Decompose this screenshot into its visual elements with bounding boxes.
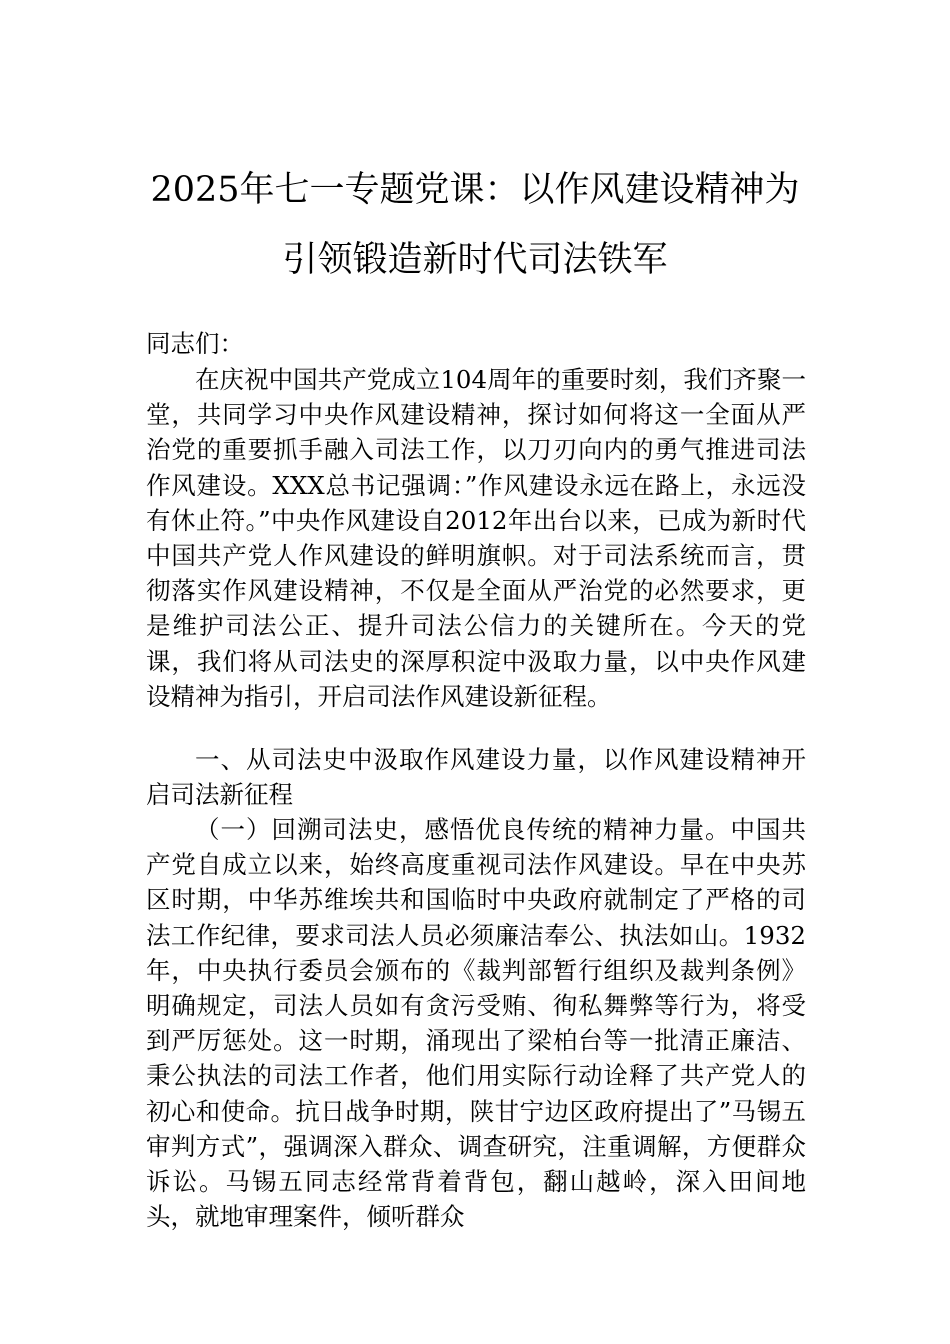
salutation: 同志们：: [146, 329, 244, 358]
document-title-line-1: 2025年七一专题党课：以作风建设精神为: [150, 170, 800, 210]
intro-paragraph: 在庆祝中国共产党成立104周年的重要时刻，我们齐聚一堂，共同学习中央作风建设精神，探讨如何将这一全面从严治党的重要抓手融入司法工作，以刀刃向内的勇气推进司法作风建设。XXX总书记强调：”作风建设永远在路上，永远没有休止符。”中央作风建设自2012年出台以来，已成为新时代中国共产党人作风建设的鲜明旗帜。对于司法系统而言，贯彻落实作风建设精神，不仅是全面从严治党的必然要求，更是维护司法公正、提升司法公信力的关键所在。今天的党课，我们将从司法史的深厚积淀中汲取力量，以中央作风建设精神为指引，开启司法作风建设新征程。: [146, 365, 806, 711]
section-heading: 一、从司法史中汲取作风建设力量，以作风建设精神开启司法新征程: [146, 745, 806, 810]
document-title-line-2: 引领锻造新时代司法铁军: [282, 240, 668, 280]
subsection-paragraph: （一）回溯司法史，感悟优良传统的精神力量。中国共产党自成立以来，始终高度重视司法作风建设。早在中央苏区时期，中华苏维埃共和国临时中央政府就制定了严格的司法工作纪律，要求司法人员必须廉洁奉公、执法如山。1932年，中央执行委员会颁布的《裁判部暂行组织及裁判条例》明确规定，司法人员如有贪污受贿、徇私舞弊等行为，将受到严厉惩处。这一时期，涌现出了梁柏台等一批清正廉洁、秉公执法的司法工作者，他们用实际行动诠释了共产党人的初心和使命。抗日战争时期，陕甘宁边区政府提出了”马锡五审判方式”，强调深入群众、调查研究，注重调解，方便群众诉讼。马锡五同志经常背着背包，翻山越岭，深入田间地头，就地审理案件，倾听群众: [146, 815, 806, 1232]
